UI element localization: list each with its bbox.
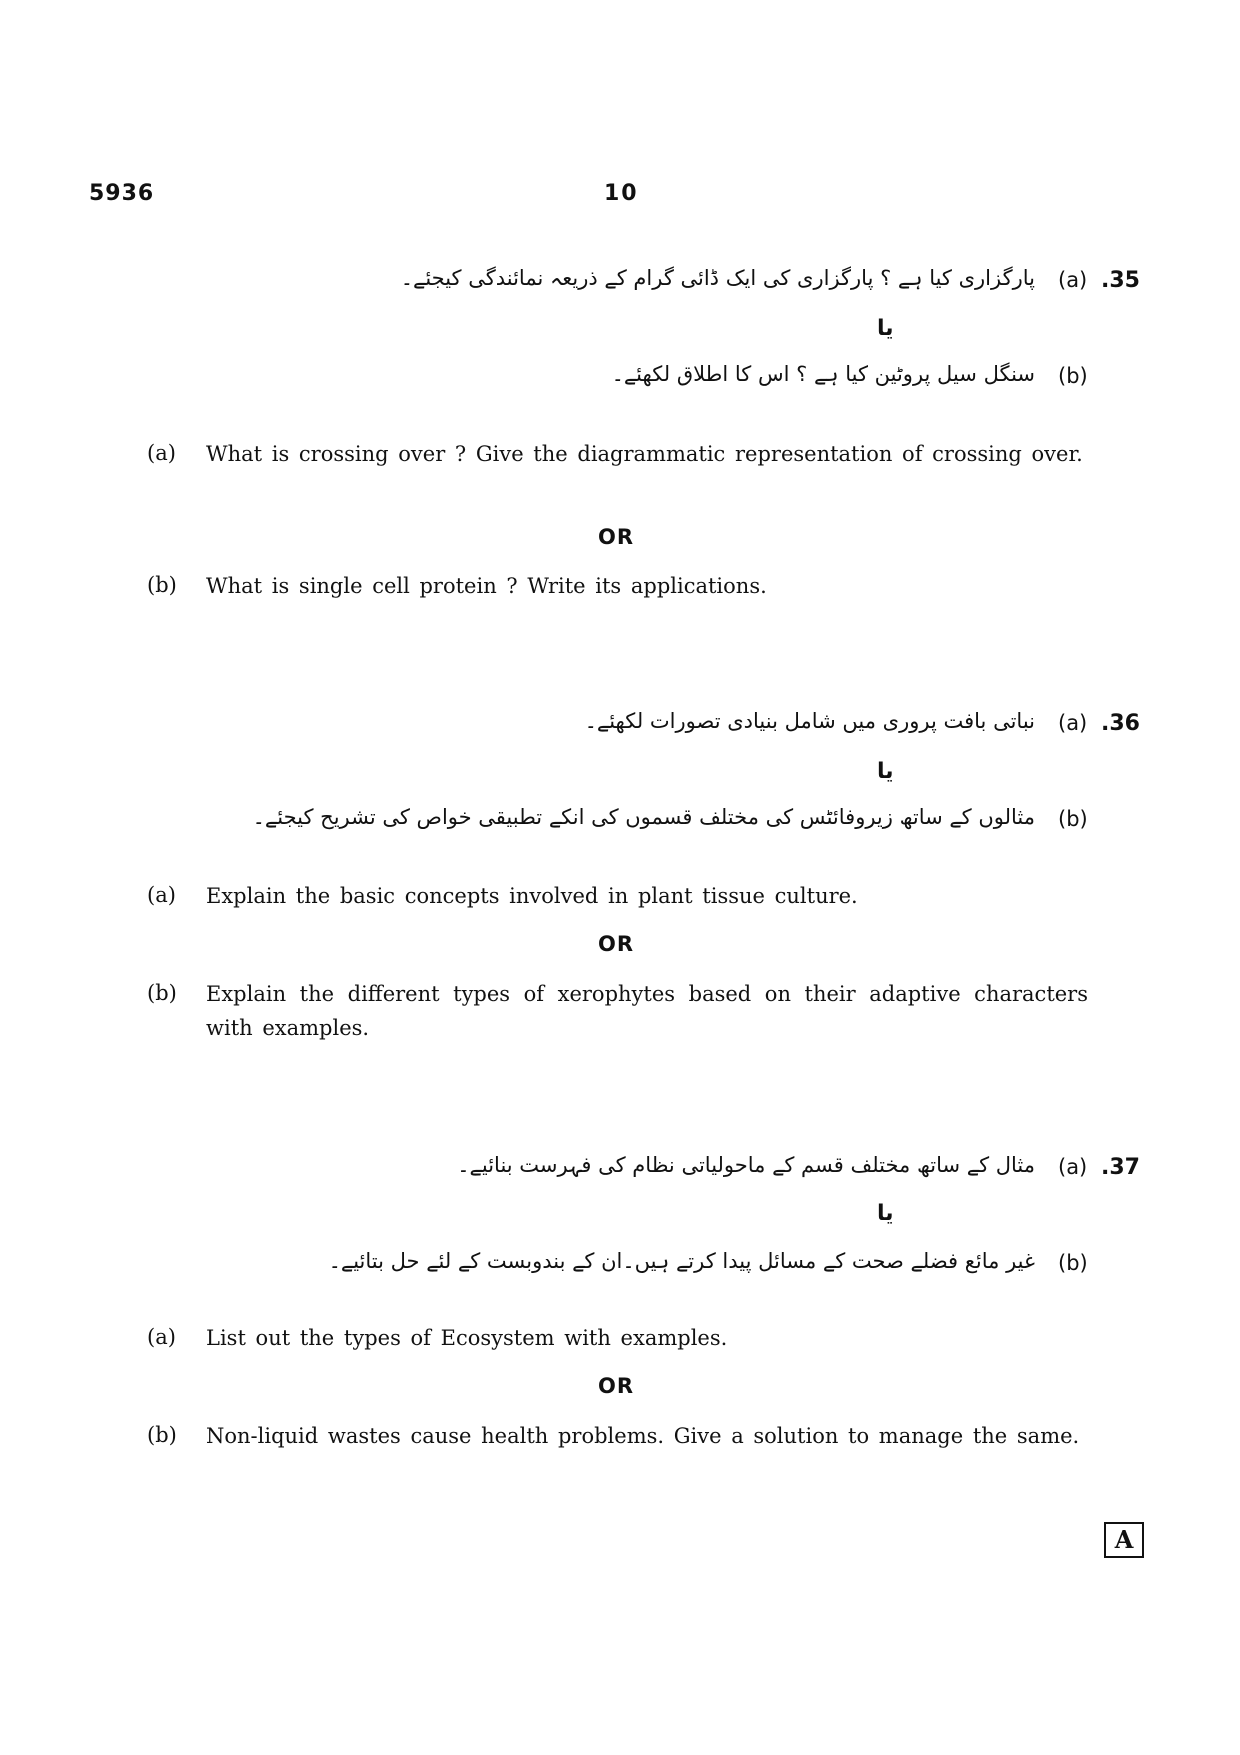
page-number: 10 — [604, 181, 639, 206]
english-option-label: (b) — [147, 573, 177, 597]
english-option-label: (b) — [147, 981, 177, 1005]
urdu-question-a: نباتی بافت پروری میں شامل بنیادی تصورات لکھئے۔ — [584, 709, 1035, 733]
english-option-label: (a) — [147, 883, 176, 907]
urdu-option-label: (b) — [1058, 807, 1088, 831]
urdu-option-label: (a) — [1058, 268, 1088, 292]
urdu-or: یا — [877, 316, 894, 341]
english-or: OR — [598, 1374, 635, 1398]
urdu-question-b: سنگل سیل پروٹین کیا ہے ؟ اس کا اطلاق لکھئے۔ — [611, 362, 1035, 386]
urdu-question-a: مثال کے ساتھ مختلف قسم کے ماحولیاتی نظام کی فہرست بنائیے۔ — [457, 1153, 1035, 1177]
urdu-option-label: (b) — [1058, 1251, 1088, 1275]
urdu-question-b: مثالوں کے ساتھ زیروفائٹس کی مختلف قسموں کی انکے تطبیقی خواص کی تشریح کیجئے۔ — [252, 805, 1035, 829]
urdu-question-a: پارگزاری کیا ہے ؟ پارگزاری کی ایک ڈائی گرام کے ذریعہ نمائندگی کیجئے۔ — [400, 266, 1035, 290]
english-question-a: List out the types of Ecosystem with examples. — [206, 1326, 728, 1350]
question-number: .35 — [1101, 268, 1140, 293]
urdu-question-b: غیر مائع فضلے صحت کے مسائل پیدا کرتے ہیں۔ان کے بندوبست کے لئے حل بتائیے۔ — [328, 1249, 1035, 1273]
english-option-label: (a) — [147, 1325, 176, 1349]
english-or: OR — [598, 932, 635, 956]
english-question-b: Non-liquid wastes cause health problems. Give a solution to manage the same. — [206, 1424, 1080, 1448]
urdu-or: یا — [877, 1201, 894, 1226]
urdu-option-label: (a) — [1058, 711, 1088, 735]
english-question-a: What is crossing over ? Give the diagrammatic representation of crossing over. — [206, 442, 1083, 466]
urdu-option-label: (a) — [1058, 1155, 1088, 1179]
english-or: OR — [598, 525, 635, 549]
english-option-label: (a) — [147, 441, 176, 465]
urdu-or: یا — [877, 759, 894, 784]
english-option-label: (b) — [147, 1423, 177, 1447]
question-number: .36 — [1101, 711, 1140, 736]
english-question-a: Explain the basic concepts involved in plant tissue culture. — [206, 884, 858, 908]
question-number: .37 — [1101, 1155, 1140, 1180]
series-code-box: A — [1104, 1522, 1144, 1558]
urdu-option-label: (b) — [1058, 364, 1088, 388]
paper-code: 5936 — [89, 181, 155, 206]
english-question-b: What is single cell protein ? Write its applications. — [206, 574, 767, 598]
english-question-b: Explain the different types of xerophytes based on their adaptive characters with examples. — [206, 982, 1088, 1040]
